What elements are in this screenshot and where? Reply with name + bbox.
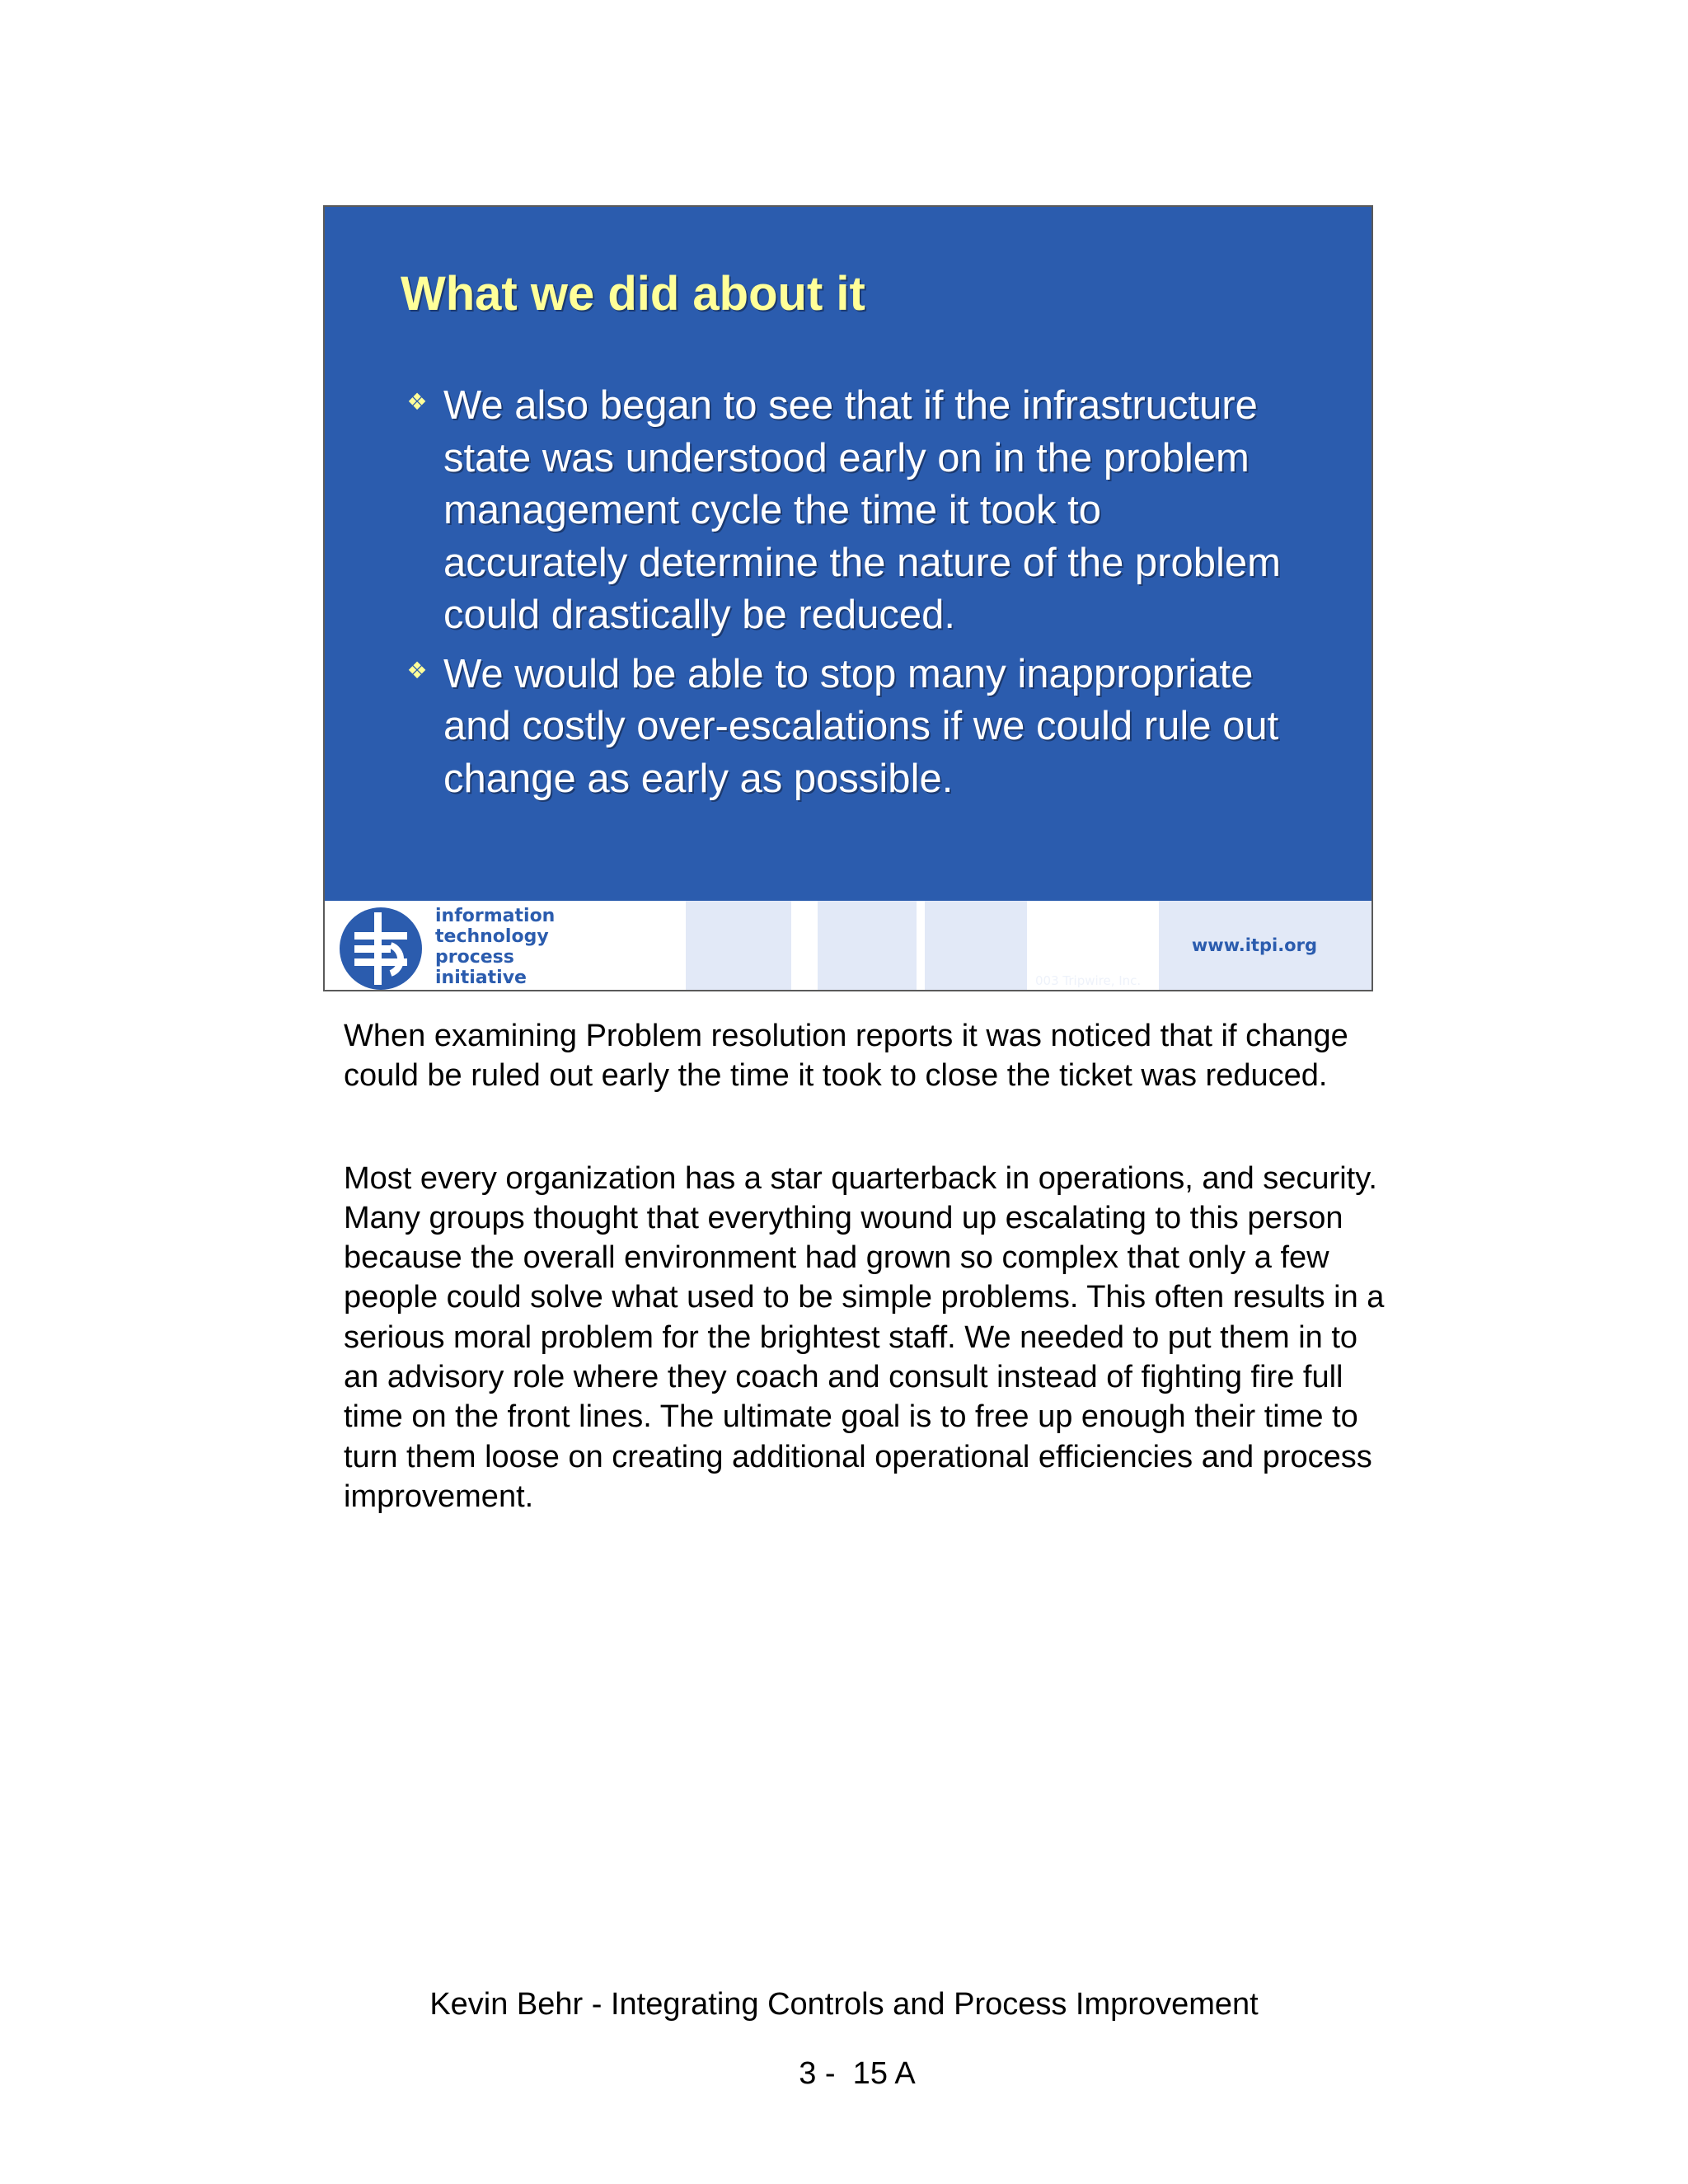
logo-line: information: [435, 906, 556, 926]
notes-paragraph: When examining Problem resolution reports it was noticed that if change could be ruled out early the time it took to close the ticket was reduced.: [344, 1019, 1348, 1094]
slide-bullet: [401, 649, 1291, 806]
diamond-bullet-icon: ❖: [406, 656, 428, 684]
slide-bullet-list: [401, 380, 1291, 812]
logo-line: technology: [435, 926, 549, 947]
logo-line: initiative: [435, 968, 527, 988]
slide-title: What we did about it: [401, 267, 865, 321]
footer-band-tile: [818, 901, 917, 991]
copyright-watermark: 003 Tripwire, Inc.: [1035, 973, 1142, 988]
notes-paragraph: Most every organization has a star quarterback in operations, and security. Many groups thought that everything wound up escalating to this person because the overall environment had grown so complex that only a few people could solve what used to be simple problems. This often results in a serious moral problem for the brightest staff. We needed to put them in to an advisory role where they coach and consult instead of fighting fire full time on the front lines. The ultimate goal is to free up enough their time to turn them loose on creating additional operational efficiencies and process improvement.: [344, 1160, 1385, 1514]
footer-band-tile: [925, 901, 1027, 991]
itpi-logo-icon: [336, 904, 425, 991]
document-footer-title: Kevin Behr - Integrating Controls and Process Improvement: [429, 1987, 1259, 2022]
site-url: www.itpi.org: [1191, 935, 1317, 955]
speaker-notes: [344, 1016, 1390, 1516]
diamond-bullet-icon: ❖: [406, 388, 428, 415]
slide-image: [323, 205, 1373, 991]
logo-line: process: [435, 947, 514, 968]
slide-bullet-text: We also began to see that if the infrastructure state was understood early on in the problem management cycle the time it took to accurately determine the nature of the problem could drastically be reduced.: [443, 383, 1281, 637]
slide-bullet: [401, 380, 1291, 642]
slide-bullet-text: We would be able to stop many inappropriate and costly over-escalations if we could rule out change as early as possible.: [443, 651, 1279, 801]
page-number: 3 - 15 A: [799, 2056, 916, 2091]
slide-footer-band: [325, 901, 1372, 991]
itpi-logo-text: [435, 906, 555, 988]
footer-band-tile: [686, 901, 791, 991]
